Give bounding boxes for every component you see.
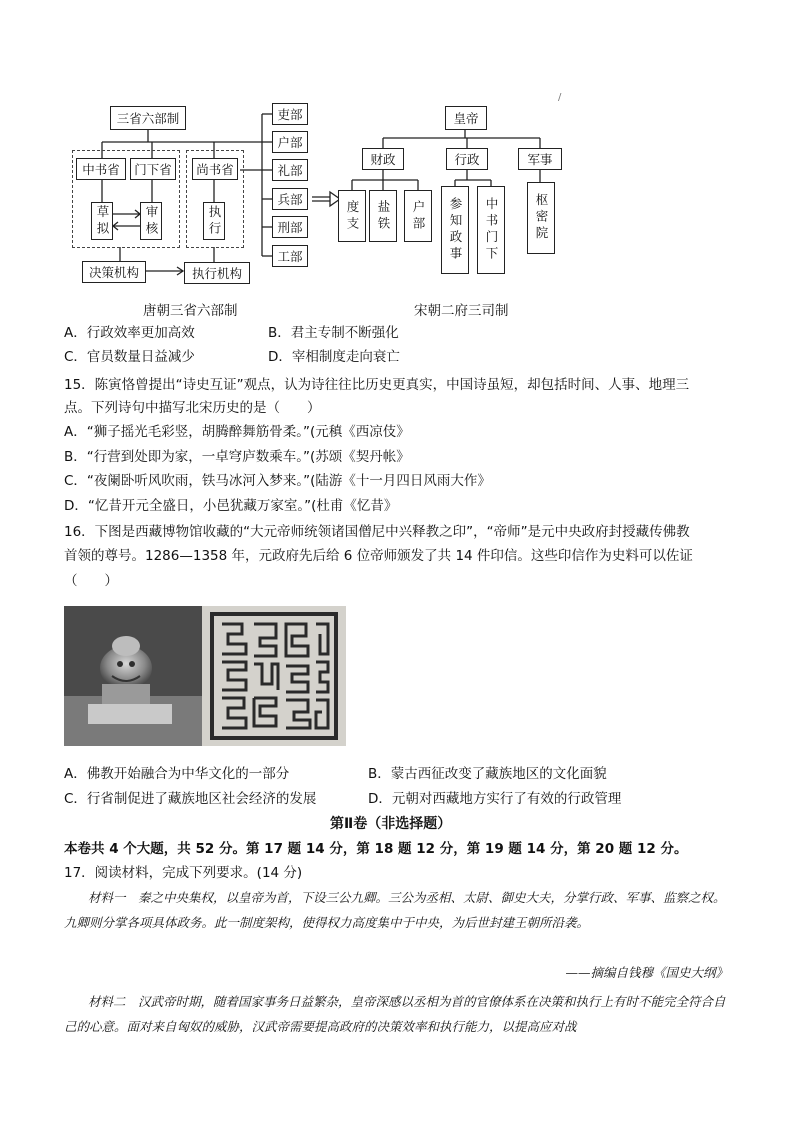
- canzhi-box: 参知政事: [441, 186, 469, 274]
- caoni-box: 草拟: [91, 202, 113, 240]
- part2-title: 第Ⅱ卷（非选择题）: [330, 816, 452, 832]
- part2-summary: 本卷共 4 个大题，共 52 分。第 17 题 14 分，第 18 题 12 分，第 19 题 14 分，第 20 题 12 分。: [64, 841, 688, 857]
- menxia-box: 门下省: [130, 158, 176, 180]
- zhixing-jigou-box: 执行机构: [184, 262, 250, 284]
- q14-option-c: C．官员数量日益减少: [64, 349, 195, 365]
- q15-option-d: D．“忆昔开元全盛日，小邑犹藏万家室。”(杜甫《忆昔》: [64, 498, 398, 514]
- zhongshu-box: 中书省: [76, 158, 126, 180]
- hubu-box: 户部: [404, 190, 432, 242]
- ministry-box: 吏部: [272, 103, 308, 125]
- song-caption: 宋朝二府三司制: [414, 303, 509, 319]
- zhongshu-menxia-box: 中书门下: [477, 186, 505, 274]
- shenhe-box: 审核: [140, 202, 162, 240]
- ministry-box: 工部: [272, 245, 308, 267]
- q17-material-1-source: ——摘编自钱穆《国史大纲》: [565, 965, 728, 980]
- q16-option-d: D．元朝对西藏地方实行了有效的行政管理: [368, 791, 622, 807]
- q16-stem-line2: 首领的尊号。1286—1358 年，元政府先后给 6 位帝师颁发了共 14 件印信。这些印信作为史料可以佐证: [64, 548, 693, 564]
- q14-option-a: A．行政效率更加高效: [64, 325, 195, 341]
- ministry-box: 户部: [272, 131, 308, 153]
- junshi-box: 军事: [518, 148, 562, 170]
- shangshu-box: 尚书省: [192, 158, 238, 180]
- q16-option-b: B．蒙古西征改变了藏族地区的文化面貌: [368, 766, 607, 782]
- q16-option-c: C．行省制促进了藏族地区社会经济的发展: [64, 791, 317, 807]
- seal-impression-photo: [202, 606, 346, 746]
- caizheng-box: 财政: [362, 148, 404, 170]
- juece-box: 决策机构: [82, 261, 146, 283]
- shumiyuan-box: 枢密院: [527, 182, 555, 254]
- q15-stem-line1: 15．陈寅恪曾提出“诗史互证”观点，认为诗往往比历史更真实，中国诗虽短，却包括时间、人事、地理三: [64, 377, 690, 393]
- q17-material-2: 材料二 汉武帝时期，随着国家事务日益繁杂，皇帝深感以丞相为首的官僚体系在决策和执行上有时不能完全符合自己的心意。面对来自匈奴的威胁，汉武帝需要提高政府的决策效率和执行能力，以提高应对战: [64, 994, 726, 1034]
- q14-option-d: D．宰相制度走向衰亡: [268, 349, 400, 365]
- emperor-box: 皇帝: [445, 106, 487, 130]
- q17-material-1: 材料一 秦之中央集权，以皇帝为首，下设三公九卿。三公为丞相、太尉、御史大夫，分掌行政、军事、监察之权。九卿则分掌各项具体政务。此一制度架构，使得权力高度集中于中央，为后世封建王朝所沿袭。: [64, 890, 726, 930]
- q16-stem-line3: （ ）: [64, 573, 118, 589]
- tang-caption: 唐朝三省六部制: [143, 303, 238, 319]
- ministry-box: 兵部: [272, 188, 308, 210]
- duzhi-box: 度支: [338, 190, 366, 242]
- seal-knob-photo: [64, 606, 202, 746]
- q16-option-a: A．佛教开始融合为中华文化的一部分: [64, 766, 290, 782]
- tang-top-box: 三省六部制: [110, 106, 186, 130]
- yantie-box: 盐铁: [369, 190, 397, 242]
- xingzheng-box: 行政: [446, 148, 488, 170]
- zhixing-box: 执行: [203, 202, 225, 240]
- ministry-box: 礼部: [272, 159, 308, 181]
- q15-stem-line2: 点。下列诗句中描写北宋历史的是（ ）: [64, 400, 321, 416]
- ministry-box: 刑部: [272, 216, 308, 238]
- q15-option-a: A．“狮子摇光毛彩竖，胡腾醉舞筋骨柔。”(元稹《西凉伎》: [64, 424, 410, 440]
- q16-stem-line1: 16．下图是西藏博物馆收藏的“大元帝师统领诸国僧尼中兴释教之印”，“帝师”是元中央政府封授藏传佛教: [64, 524, 690, 540]
- q14-option-b: B．君主专制不断强化: [268, 325, 399, 341]
- q17-stem: 17．阅读材料，完成下列要求。(14 分): [64, 865, 303, 881]
- scan-mark: /: [558, 92, 562, 103]
- q15-option-b: B．“行营到处即为家，一卓穹庐数乘车。”(苏颂《契丹帐》: [64, 449, 410, 465]
- q15-option-c: C．“夜阑卧听风吹雨，铁马冰河入梦来。”(陆游《十一月四日风雨大作》: [64, 473, 491, 489]
